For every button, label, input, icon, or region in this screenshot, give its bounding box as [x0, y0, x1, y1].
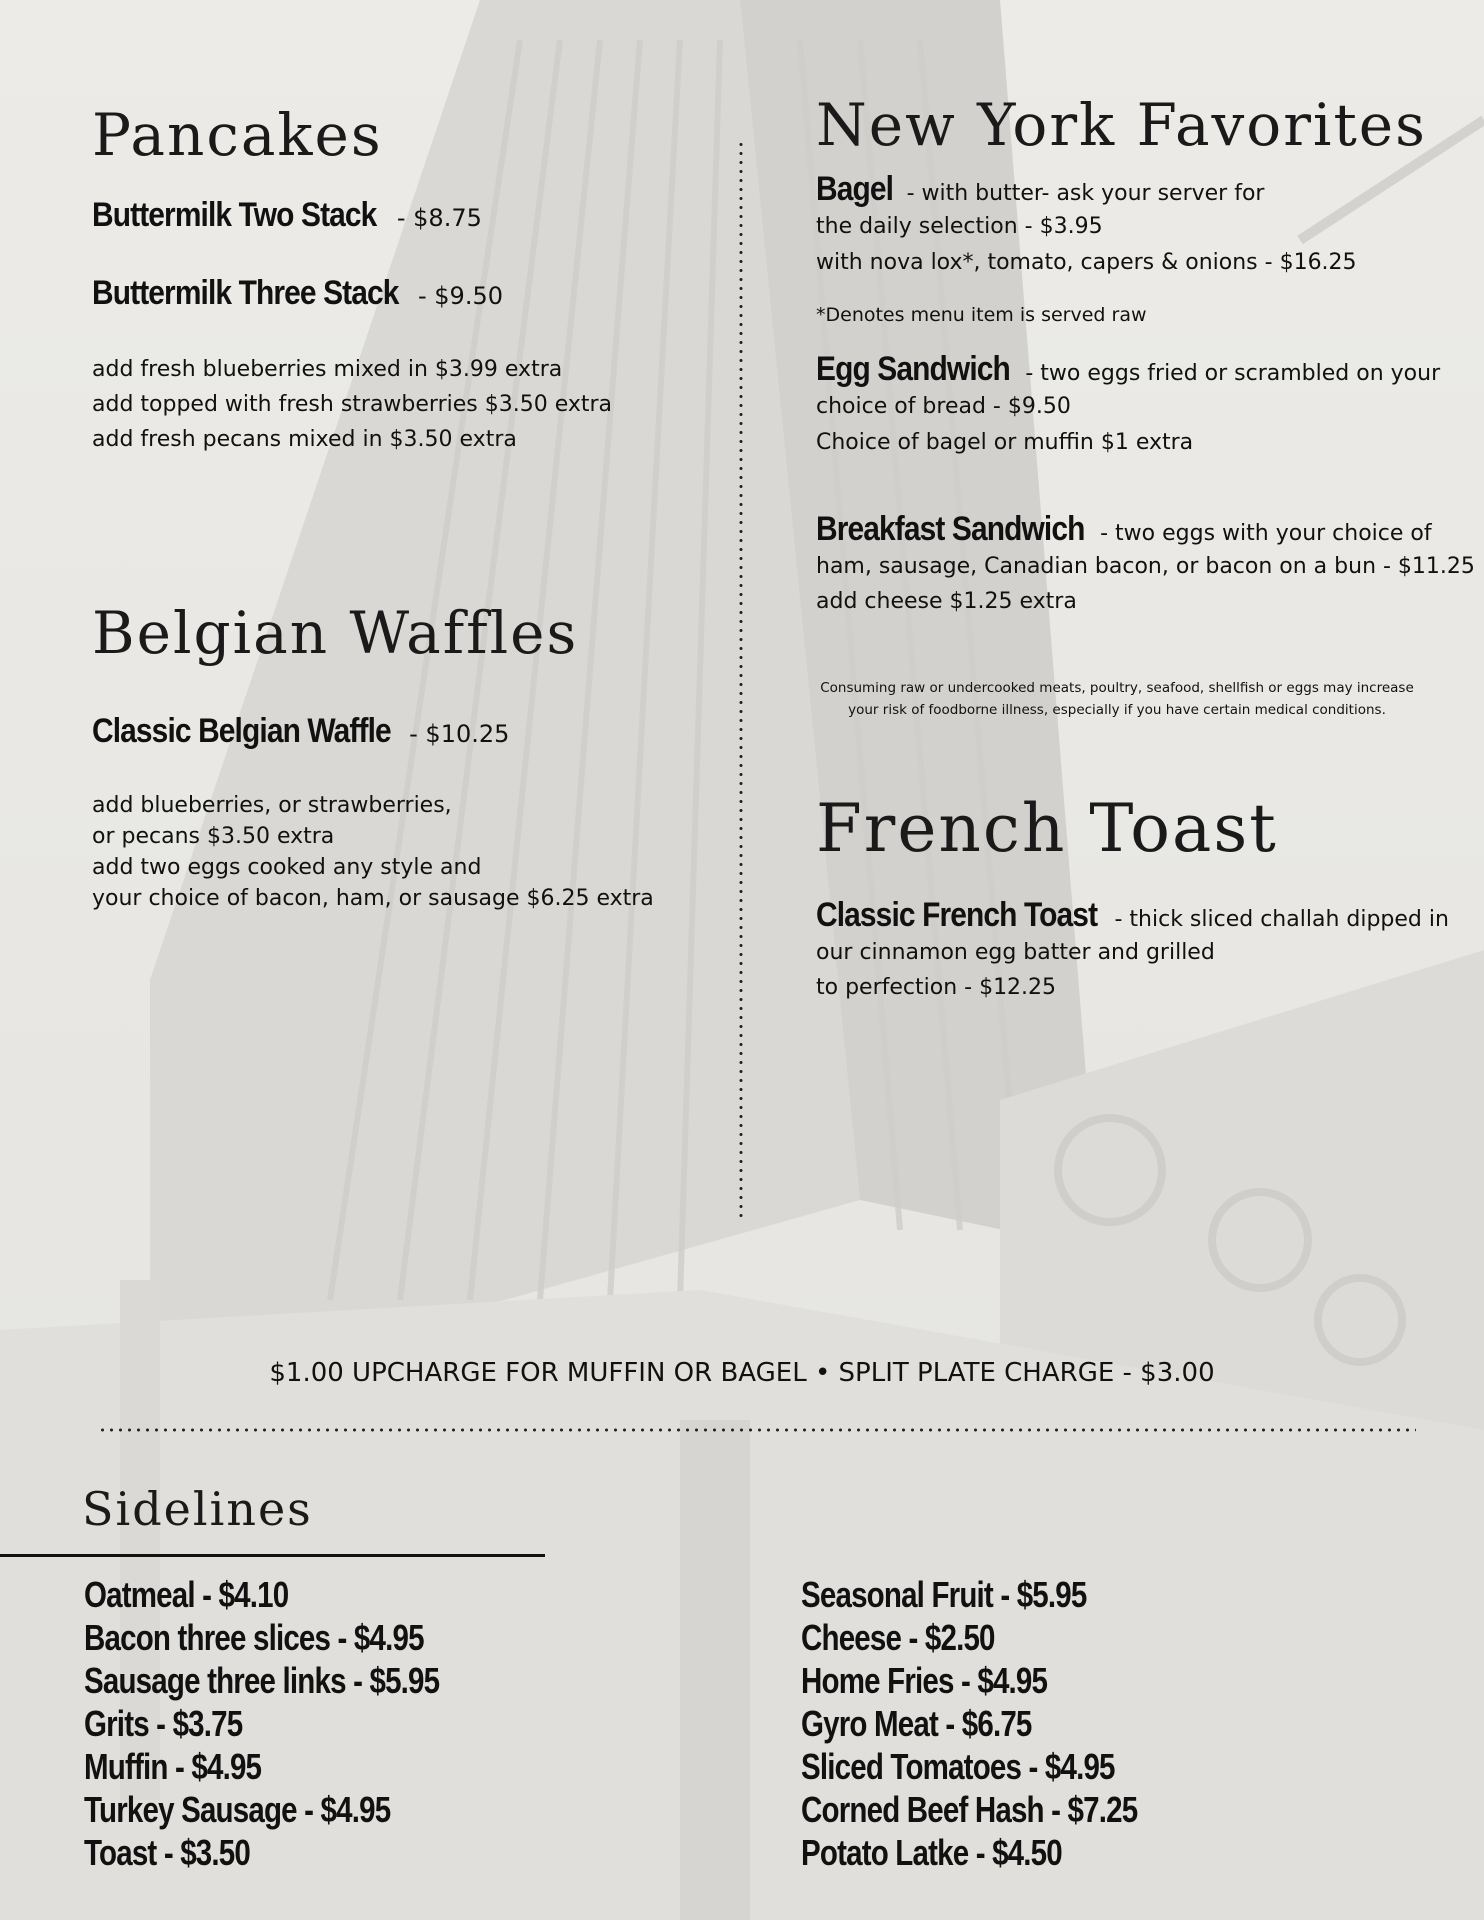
- warning-line: Consuming raw or undercooked meats, poultry, seafood, shellfish or eggs may increase: [820, 680, 1414, 696]
- list-item: Sausage three links - $5.95: [84, 1660, 440, 1701]
- list-item: Muffin - $4.95: [84, 1746, 262, 1787]
- raw-note: *Denotes menu item is served raw: [816, 304, 1147, 326]
- addon-line: or pecans $3.50 extra: [92, 824, 335, 849]
- list-item: Corned Beef Hash - $7.25: [801, 1789, 1138, 1830]
- item-price: - $8.75: [389, 204, 482, 232]
- addon-line: add fresh pecans mixed in $3.50 extra: [92, 427, 517, 452]
- item-name: Egg Sandwich: [816, 350, 1010, 388]
- addon-line: add fresh blueberries mixed in $3.99 extra: [92, 357, 563, 382]
- warning-line: your risk of foodborne illness, especially if you have certain medical conditions.: [848, 702, 1386, 718]
- item-name: Classic Belgian Waffle: [92, 712, 391, 750]
- item-desc-line: choice of bread - $9.50: [816, 394, 1071, 419]
- bagel-item: [816, 170, 1456, 281]
- item-desc-line: with nova lox*, tomato, capers & onions - $16.25: [816, 250, 1357, 275]
- item-name: Buttermilk Two Stack: [92, 196, 377, 234]
- item-desc-line: the daily selection - $3.95: [816, 214, 1103, 239]
- list-item: Sliced Tomatoes - $4.95: [801, 1746, 1115, 1787]
- item-desc: - thick sliced challah dipped in: [1107, 907, 1449, 932]
- ny-favorites-title: New York Favorites: [816, 91, 1427, 159]
- sidelines-left-list: [84, 1573, 517, 1874]
- list-item: Turkey Sausage - $4.95: [84, 1789, 391, 1830]
- list-item: Gyro Meat - $6.75: [801, 1703, 1032, 1744]
- list-item: Bacon three slices - $4.95: [84, 1617, 424, 1658]
- french-toast-item: [816, 896, 1466, 1005]
- foodborne-warning: [792, 677, 1442, 721]
- item-desc: - two eggs with your choice of: [1093, 521, 1432, 546]
- list-item: Seasonal Fruit - $5.95: [801, 1574, 1087, 1615]
- item-desc-line: to perfection - $12.25: [816, 975, 1057, 1000]
- menu-item: [92, 274, 503, 313]
- list-item: Toast - $3.50: [84, 1832, 250, 1873]
- item-desc-line: our cinnamon egg batter and grilled: [816, 940, 1215, 965]
- sidelines-underline: [0, 1554, 545, 1557]
- list-item: Cheese - $2.50: [801, 1617, 995, 1658]
- egg-sandwich-item: [816, 350, 1456, 461]
- item-price: - $10.25: [401, 720, 510, 748]
- item-desc-line: Choice of bagel or muffin $1 extra: [816, 430, 1194, 455]
- item-name: Buttermilk Three Stack: [92, 274, 399, 312]
- french-toast-title: French Toast: [816, 790, 1278, 867]
- pancake-addons: [92, 352, 612, 457]
- item-desc-line: add cheese $1.25 extra: [816, 589, 1077, 614]
- breakfast-sandwich-item: [816, 510, 1475, 619]
- vertical-divider: [739, 140, 743, 1220]
- upcharge-banner: $1.00 UPCHARGE FOR MUFFIN OR BAGEL • SPLIT PLATE CHARGE - $3.00: [269, 1358, 1215, 1388]
- menu-item: [92, 712, 509, 751]
- pancakes-title: Pancakes: [92, 101, 383, 169]
- addon-line: your choice of bacon, ham, or sausage $6.25 extra: [92, 886, 654, 911]
- menu-item: [92, 196, 482, 235]
- list-item: Home Fries - $4.95: [801, 1660, 1048, 1701]
- sidelines-title: Sidelines: [82, 1482, 313, 1536]
- addon-line: add topped with fresh strawberries $3.50 extra: [92, 392, 613, 417]
- item-desc-line: ham, sausage, Canadian bacon, or bacon on a bun - $11.25: [816, 554, 1475, 579]
- list-item: Grits - $3.75: [84, 1703, 243, 1744]
- addon-line: add blueberries, or strawberries,: [92, 793, 452, 818]
- list-item: Oatmeal - $4.10: [84, 1574, 289, 1615]
- waffles-title: Belgian Waffles: [92, 599, 579, 667]
- item-desc: - two eggs fried or scrambled on your: [1018, 361, 1441, 386]
- item-name: Breakfast Sandwich: [816, 510, 1085, 548]
- item-desc: - with butter- ask your server for: [899, 181, 1265, 206]
- waffle-addons: [92, 790, 654, 914]
- horizontal-divider: [98, 1428, 1416, 1432]
- sidelines-right-list: [801, 1573, 1211, 1874]
- item-name: Bagel: [816, 170, 894, 208]
- item-name: Classic French Toast: [816, 896, 1098, 934]
- addon-line: add two eggs cooked any style and: [92, 855, 482, 880]
- list-item: Potato Latke - $4.50: [801, 1832, 1062, 1873]
- item-price: - $9.50: [410, 282, 503, 310]
